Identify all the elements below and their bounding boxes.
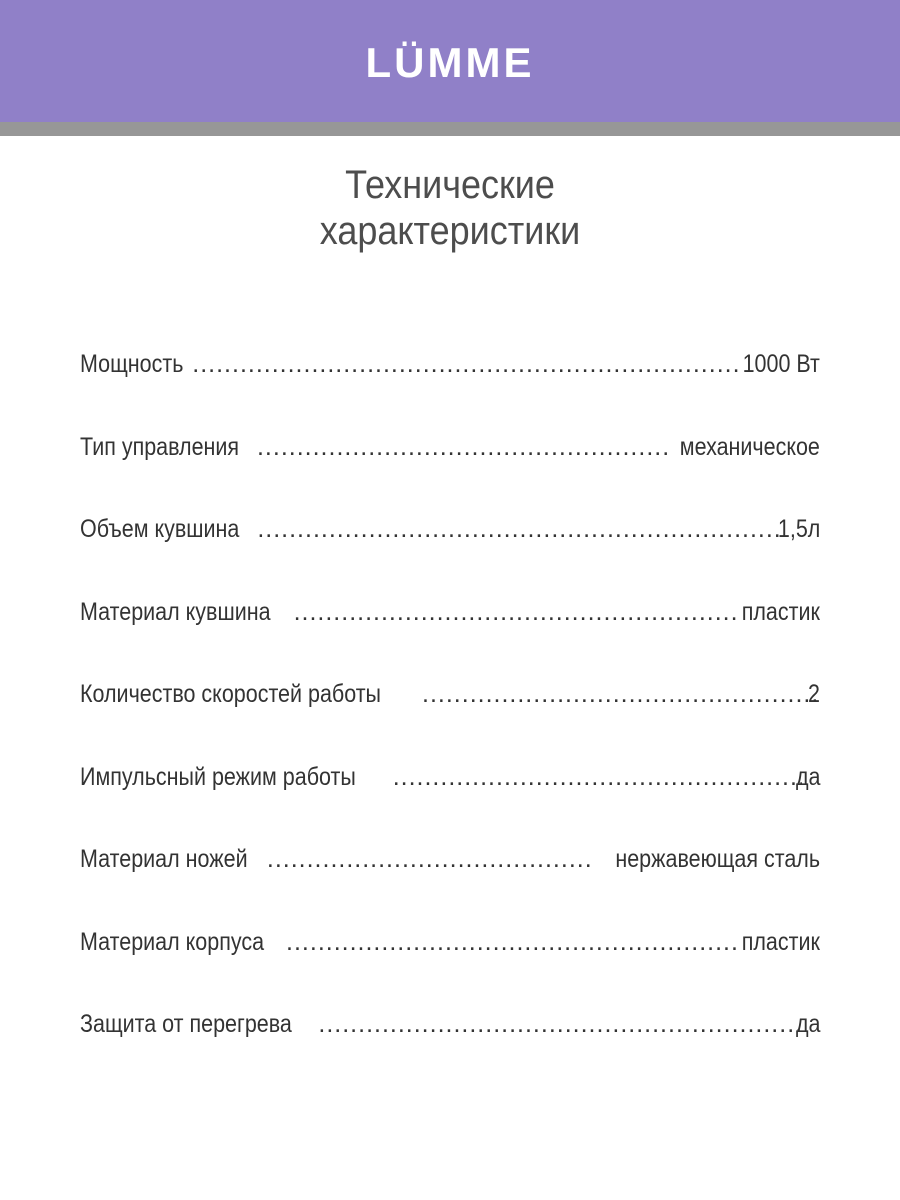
spec-row-control-type — [80, 423, 820, 506]
spec-label: Количество скоростей работы — [80, 680, 382, 708]
spec-value: 1000 Вт — [742, 350, 820, 378]
dot-leader — [422, 670, 816, 718]
spec-value: механическое — [679, 432, 820, 461]
spec-row-speed-count — [80, 670, 820, 753]
spec-row-body-material — [80, 918, 820, 1001]
spec-value: нержавеющая сталь — [615, 845, 820, 873]
dot-leader — [286, 918, 739, 966]
dot-leader — [267, 835, 592, 883]
spec-value: да — [795, 762, 820, 791]
page-title-line-2: характеристики — [319, 209, 581, 253]
spec-row-pulse-mode — [80, 753, 820, 836]
brand-logo: LÜMME — [365, 39, 535, 86]
dot-leader — [294, 588, 740, 636]
page-title-line-1: Технические — [345, 163, 555, 207]
dot-leader — [257, 423, 667, 471]
spec-label: Материал корпуса — [80, 927, 265, 956]
page-title — [45, 162, 855, 254]
dot-leader — [318, 1000, 801, 1048]
spec-row-blade-material — [80, 835, 820, 918]
spec-label: Объем кувшина — [80, 515, 240, 543]
spec-value: да — [795, 1010, 820, 1038]
spec-label: Материал ножей — [80, 845, 248, 873]
spec-row-power — [80, 340, 820, 423]
spec-list — [80, 340, 820, 1083]
dot-leader — [393, 753, 802, 801]
spec-value: пластик — [741, 597, 820, 626]
spec-value: 1,5л — [777, 515, 820, 543]
spec-row-jug-volume — [80, 505, 820, 588]
spec-label: Мощность — [80, 350, 184, 378]
spec-row-jug-material — [80, 588, 820, 671]
spec-row-overheat-protection — [80, 1000, 820, 1083]
dot-leader — [257, 505, 780, 553]
dot-leader — [192, 340, 740, 388]
header-stripe — [0, 122, 900, 136]
spec-value: пластик — [741, 927, 820, 956]
spec-label: Защита от перегрева — [80, 1010, 292, 1038]
spec-label: Импульсный режим работы — [80, 762, 356, 791]
spec-value: 2 — [808, 680, 820, 708]
spec-label: Материал кувшина — [80, 597, 271, 626]
spec-label: Тип управления — [80, 432, 240, 461]
